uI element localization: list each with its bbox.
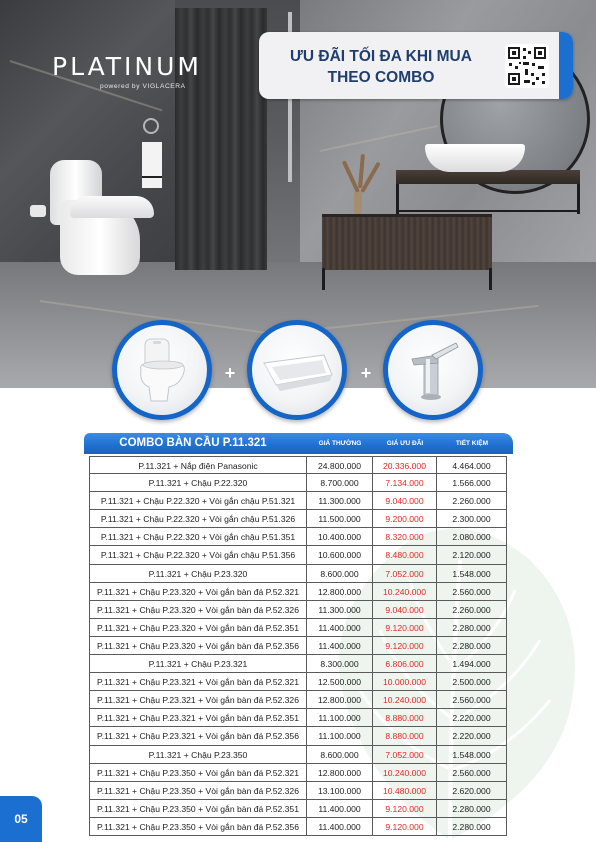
combo-name-cell: P.11.321 + Chậu P.23.350 (89, 746, 307, 764)
regular-price-cell: 13.100.000 (307, 782, 373, 800)
table-row (89, 673, 507, 691)
combo-name-cell: P.11.321 + Chậu P.22.320 + Vòi gắn chậu P.51.351 (89, 528, 307, 546)
combo-name-cell: P.11.321 + Chậu P.23.320 + Vòi gắn bàn đá P.52.321 (89, 583, 307, 601)
table-row (89, 546, 507, 564)
countertop-basin (425, 144, 525, 172)
combo-name-cell: P.11.321 + Chậu P.22.320 + Vòi gắn chậu P.51.356 (89, 546, 307, 564)
promo-price-cell: 10.000.000 (373, 673, 437, 691)
table-row (89, 583, 507, 601)
plus-icon: + (360, 363, 372, 383)
faucet-icon (383, 320, 483, 420)
promo-price-cell: 8.480.000 (373, 546, 437, 564)
table-row (89, 510, 507, 528)
promo-price-cell: 6.806.000 (373, 655, 437, 673)
combo-name-cell: P.11.321 + Chậu P.23.321 (89, 655, 307, 673)
table-row (89, 727, 507, 745)
table-row (89, 800, 507, 818)
promo-price-cell: 8.320.000 (373, 528, 437, 546)
brand-tagline: powered by VIGLACERA (100, 83, 186, 90)
regular-price-cell: 12.800.000 (307, 583, 373, 601)
promo-price-cell: 8.880.000 (373, 727, 437, 745)
regular-price-cell: 8.300.000 (307, 655, 373, 673)
promo-headline (267, 46, 495, 88)
table-row (89, 474, 507, 492)
promo-price-cell: 10.240.000 (373, 691, 437, 709)
promo-price-cell: 9.040.000 (373, 492, 437, 510)
savings-cell: 1.494.000 (437, 655, 507, 673)
savings-cell: 2.220.000 (437, 709, 507, 727)
cabinet-leg (489, 268, 492, 290)
combo-name-cell: P.11.321 + Chậu P.22.320 (89, 474, 307, 492)
promo-price-cell: 10.240.000 (373, 583, 437, 601)
table-row (89, 637, 507, 655)
column-header-savings: TIẾT KIỆM (455, 440, 489, 447)
column-header-promo-price: GIÁ ƯU ĐÃI (386, 440, 424, 447)
combo-name-cell: P.11.321 + Chậu P.22.320 + Vòi gắn chậu P.51.321 (89, 492, 307, 510)
column-header-regular-price: GIÁ THƯỜNG (318, 440, 362, 447)
combo-name-cell: P.11.321 + Chậu P.23.321 + Vòi gắn bàn đá P.52.356 (89, 727, 307, 745)
savings-cell: 1.548.000 (437, 746, 507, 764)
regular-price-cell: 12.800.000 (307, 691, 373, 709)
combo-name-cell: P.11.321 + Chậu P.23.321 + Vòi gắn bàn đá P.52.351 (89, 709, 307, 727)
table-row (89, 746, 507, 764)
table-row (89, 456, 507, 474)
promo-price-cell: 9.200.000 (373, 510, 437, 528)
combo-name-cell: P.11.321 + Chậu P.23.350 + Vòi gắn bàn đá P.52.326 (89, 782, 307, 800)
savings-cell: 2.260.000 (437, 492, 507, 510)
page-number: 05 (14, 812, 28, 826)
savings-cell: 2.120.000 (437, 546, 507, 564)
regular-price-cell: 11.400.000 (307, 637, 373, 655)
promo-price-cell: 9.120.000 (373, 637, 437, 655)
promo-card-accent (559, 32, 573, 99)
regular-price-cell: 11.400.000 (307, 619, 373, 637)
savings-cell: 4.464.000 (437, 457, 507, 475)
promo-price-cell: 7.052.000 (373, 565, 437, 583)
savings-cell: 2.560.000 (437, 691, 507, 709)
regular-price-cell: 11.300.000 (307, 601, 373, 619)
table-row (89, 655, 507, 673)
table-row (89, 782, 507, 800)
table-row (89, 691, 507, 709)
regular-price-cell: 11.400.000 (307, 800, 373, 818)
savings-cell: 1.566.000 (437, 474, 507, 492)
regular-price-cell: 8.600.000 (307, 746, 373, 764)
promo-price-cell: 8.880.000 (373, 709, 437, 727)
combo-name-cell: P.11.321 + Chậu P.23.350 + Vòi gắn bàn đá P.52.351 (89, 800, 307, 818)
regular-price-cell: 12.500.000 (307, 673, 373, 691)
combo-price-table (89, 456, 507, 836)
combo-name-cell: P.11.321 + Chậu P.23.321 + Vòi gắn bàn đá P.52.321 (89, 673, 307, 691)
towel-ring (143, 118, 159, 134)
table-row (89, 528, 507, 546)
towel (142, 142, 162, 188)
promo-headline-card (259, 32, 573, 99)
combo-name-cell: P.11.321 + Chậu P.23.320 (89, 565, 307, 583)
combo-name-cell: P.11.321 + Nắp điện Panasonic (89, 457, 307, 475)
table-row (89, 601, 507, 619)
vanity-frame (396, 210, 580, 212)
promo-price-cell: 7.134.000 (373, 474, 437, 492)
savings-cell: 2.280.000 (437, 800, 507, 818)
savings-cell: 2.280.000 (437, 637, 507, 655)
vanity-counter (396, 170, 580, 184)
regular-price-cell: 12.800.000 (307, 764, 373, 782)
savings-cell: 1.548.000 (437, 565, 507, 583)
table-row (89, 709, 507, 727)
combo-name-cell: P.11.321 + Chậu P.23.320 + Vòi gắn bàn đá P.52.326 (89, 601, 307, 619)
promo-price-cell: 7.052.000 (373, 746, 437, 764)
savings-cell: 2.260.000 (437, 601, 507, 619)
savings-cell: 2.620.000 (437, 782, 507, 800)
platinum-logo (52, 54, 222, 90)
wood-cabinet (322, 214, 492, 270)
combo-name-cell: P.11.321 + Chậu P.23.321 + Vòi gắn bàn đá P.52.326 (89, 691, 307, 709)
promo-price-cell: 9.040.000 (373, 601, 437, 619)
combo-table-header (84, 433, 513, 454)
combo-name-cell: P.11.321 + Chậu P.23.350 + Vòi gắn bàn đá P.52.321 (89, 764, 307, 782)
toilet-paper-holder (30, 205, 46, 217)
qr-code-icon[interactable] (505, 44, 549, 88)
savings-cell: 2.280.000 (437, 619, 507, 637)
savings-cell: 2.560.000 (437, 764, 507, 782)
promo-price-cell: 10.240.000 (373, 764, 437, 782)
regular-price-cell: 11.400.000 (307, 818, 373, 836)
promo-headline-line1: ƯU ĐÃI TỐI ĐA KHI MUA (290, 48, 472, 65)
regular-price-cell: 11.100.000 (307, 727, 373, 745)
table-row (89, 764, 507, 782)
vase (354, 190, 362, 214)
brand-name: PLATINUM (52, 52, 202, 81)
savings-cell: 2.080.000 (437, 528, 507, 546)
promo-price-cell: 9.120.000 (373, 619, 437, 637)
regular-price-cell: 10.400.000 (307, 528, 373, 546)
regular-price-cell: 24.800.000 (307, 457, 373, 475)
combo-table-title: COMBO BÀN CẦU P.11.321 (119, 437, 267, 449)
basin-icon (247, 320, 347, 420)
combo-name-cell: P.11.321 + Chậu P.23.320 + Vòi gắn bàn đá P.52.351 (89, 619, 307, 637)
table-row (89, 619, 507, 637)
combo-name-cell: P.11.321 + Chậu P.23.350 + Vòi gắn bàn đá P.52.356 (89, 818, 307, 836)
regular-price-cell: 8.600.000 (307, 565, 373, 583)
savings-cell: 2.280.000 (437, 818, 507, 836)
regular-price-cell: 10.600.000 (307, 546, 373, 564)
regular-price-cell: 11.500.000 (307, 510, 373, 528)
shower-curtain (175, 8, 267, 270)
combo-name-cell: P.11.321 + Chậu P.23.320 + Vòi gắn bàn đá P.52.356 (89, 637, 307, 655)
savings-cell: 2.560.000 (437, 583, 507, 601)
toilet-lid (70, 196, 154, 218)
savings-cell: 2.220.000 (437, 727, 507, 745)
regular-price-cell: 8.700.000 (307, 474, 373, 492)
promo-price-cell: 9.120.000 (373, 818, 437, 836)
combo-name-cell: P.11.321 + Chậu P.22.320 + Vòi gắn chậu P.51.326 (89, 510, 307, 528)
cabinet-leg (322, 268, 325, 290)
promo-price-cell: 10.480.000 (373, 782, 437, 800)
table-row (89, 492, 507, 510)
promo-price-cell: 9.120.000 (373, 800, 437, 818)
table-row (89, 818, 507, 836)
savings-cell: 2.300.000 (437, 510, 507, 528)
savings-cell: 2.500.000 (437, 673, 507, 691)
promo-headline-line2: THEO COMBO (327, 69, 435, 86)
regular-price-cell: 11.100.000 (307, 709, 373, 727)
plus-icon: + (224, 363, 236, 383)
regular-price-cell: 11.300.000 (307, 492, 373, 510)
table-row (89, 565, 507, 583)
toilet-icon (112, 320, 212, 420)
promo-price-cell: 20.336.000 (373, 457, 437, 475)
